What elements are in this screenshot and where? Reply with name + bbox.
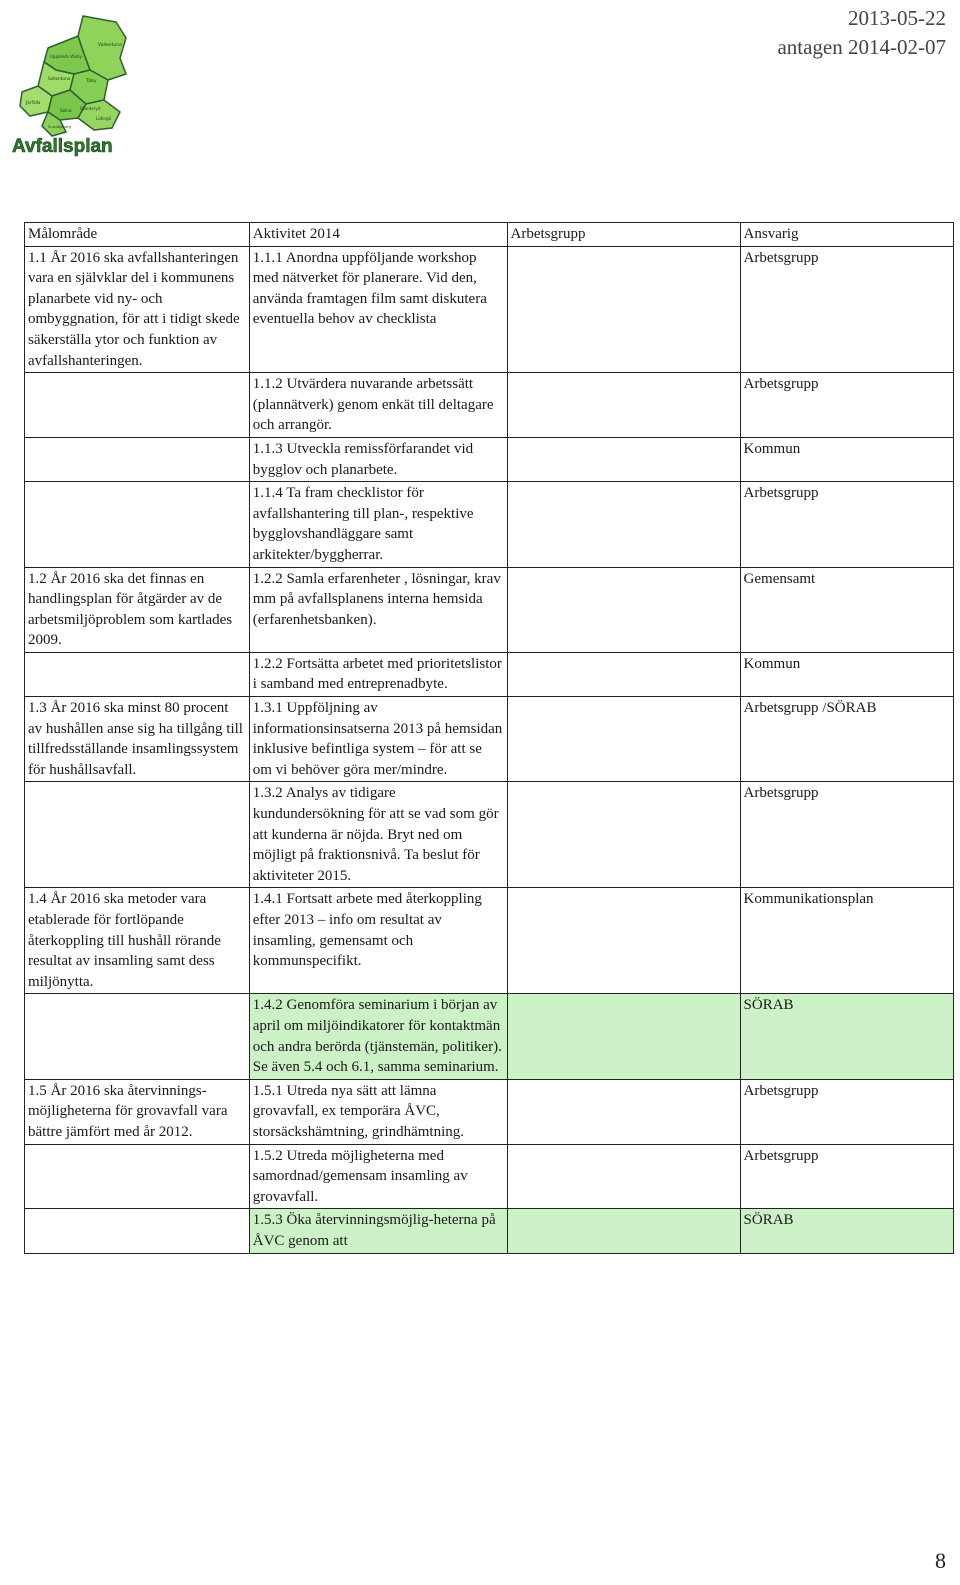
group-cell [507,246,740,373]
responsible-cell: Kommun [740,652,953,696]
activity-cell: 1.1.4 Ta fram checklistor för avfallshantering till plan-, respektive bygglovshandläggare samt arkitekter/byggherrar. [249,482,507,567]
activity-cell: 1.1.1 Anordna uppföljande workshop med nätverket för planerare. Vid den, använda framtagen film samt diskutera eventuella behov av checklista [249,246,507,373]
table-row [25,782,954,888]
group-cell [507,482,740,567]
group-cell [507,437,740,481]
area-cell: 1.2 År 2016 ska det finnas en handlingsplan för åtgärder av de arbetsmiljöproblem som kartlades 2009. [25,567,250,652]
responsible-cell: Arbetsgrupp [740,373,953,438]
activity-table [24,222,954,1254]
date-adopted: antagen 2014-02-07 [777,35,946,59]
activity-cell: 1.3.1 Uppföljning av informationsinsatserna 2013 på hemsidan inklusive befintliga system – för att se om vi behöver göra mer/mindre. [249,697,507,782]
group-cell [507,888,740,994]
table-row [25,994,954,1079]
activity-cell: 1.5.2 Utreda möjligheterna med samordnad/gemensam insamling av grovavfall. [249,1144,507,1209]
responsible-cell: Kommunikationsplan [740,888,953,994]
group-cell [507,1144,740,1209]
header-group: Arbetsgrupp [507,223,740,247]
logo-text: Avfallsplan [12,136,113,157]
table-header-row [25,223,954,247]
responsible-cell: SÖRAB [740,994,953,1079]
svg-text:Sundbyberg: Sundbyberg [48,124,71,129]
area-cell: 1.3 År 2016 ska minst 80 procent av hushållen anse sig ha tillgång till tillfredsställande insamlingssystem för hushållsavfall. [25,697,250,782]
table-row [25,697,954,782]
svg-text:Järfälla: Järfälla [26,100,41,105]
area-cell [25,482,250,567]
page-number: 8 [935,1548,946,1573]
group-cell [507,1209,740,1253]
group-cell [507,994,740,1079]
area-cell: 1.4 År 2016 ska metoder vara etablerade för fortlöpande återkoppling till hushåll rörande resultat av insamling samt dess miljönytta. [25,888,250,994]
group-cell [507,567,740,652]
document-dates [777,4,946,62]
table-row [25,888,954,994]
group-cell [507,652,740,696]
svg-text:Solna: Solna [60,108,72,113]
responsible-cell: Arbetsgrupp /SÖRAB [740,697,953,782]
area-cell [25,1209,250,1253]
area-cell [25,437,250,481]
area-cell [25,1144,250,1209]
activity-cell: 1.1.3 Utveckla remissförfarandet vid bygglov och planarbete. [249,437,507,481]
svg-text:Vallentuna: Vallentuna [98,43,122,48]
svg-text:Danderyd: Danderyd [80,106,101,111]
table-row [25,652,954,696]
responsible-cell: Arbetsgrupp [740,782,953,888]
svg-text:Sollentuna: Sollentuna [48,76,71,81]
header-responsible: Ansvarig [740,223,953,247]
svg-text:Täby: Täby [86,79,97,84]
table-body [25,246,954,1253]
table-row [25,1079,954,1144]
table-row [25,437,954,481]
date-created: 2013-05-22 [848,6,946,30]
activity-cell: 1.2.2 Samla erfarenheter , lösningar, krav mm på avfallsplanens interna hemsida (erfarenhetsbanken). [249,567,507,652]
area-cell: 1.1 År 2016 ska avfallshanteringen vara en självklar del i kommunens planarbete vid ny- och ombyggnation, för att i tidigt skede säkerställa ytor och funktion av avfallshanteringen. [25,246,250,373]
group-cell [507,373,740,438]
area-cell: 1.5 År 2016 ska återvinnings-möjligheterna för grovavfall vara bättre jämfört med år 2012. [25,1079,250,1144]
area-cell [25,994,250,1079]
group-cell [507,697,740,782]
activity-cell: 1.5.1 Utreda nya sätt att lämna grovavfall, ex temporära ÅVC, storsäckshämtning, grindhämtning. [249,1079,507,1144]
responsible-cell: Arbetsgrupp [740,1079,953,1144]
responsible-cell: Arbetsgrupp [740,246,953,373]
responsible-cell: Gemensamt [740,567,953,652]
area-cell [25,373,250,438]
activity-cell: 1.5.3 Öka återvinningsmöjlig-heterna på ÅVC genom att [249,1209,507,1253]
responsible-cell: Kommun [740,437,953,481]
svg-text:Upplands Väsby: Upplands Väsby [50,54,82,59]
table-row [25,373,954,438]
avfallsplan-logo [8,8,158,158]
table-row [25,567,954,652]
activity-cell: 1.3.2 Analys av tidigare kundundersökning för att se vad som gör att kunderna är nöjda. Bryt ned om möjligt på fraktionsnivå. Ta beslut för aktiviteter 2015. [249,782,507,888]
header-area: Målområde [25,223,250,247]
table-row [25,1144,954,1209]
activity-cell: 1.2.2 Fortsätta arbetet med prioritetslistor i samband med entreprenadbyte. [249,652,507,696]
table-row [25,246,954,373]
group-cell [507,1079,740,1144]
table-row [25,1209,954,1253]
activity-cell: 1.1.2 Utvärdera nuvarande arbetssätt (plannätverk) genom enkät till deltagare och arrangör. [249,373,507,438]
responsible-cell: SÖRAB [740,1209,953,1253]
responsible-cell: Arbetsgrupp [740,482,953,567]
responsible-cell: Arbetsgrupp [740,1144,953,1209]
activity-cell: 1.4.2 Genomföra seminarium i början av april om miljöindikatorer för kontaktmän och andra berörda (tjänstemän, politiker). Se även 5.4 och 6.1, samma seminarium. [249,994,507,1079]
logo-map-graphic [8,8,158,158]
group-cell [507,782,740,888]
header-activity: Aktivitet 2014 [249,223,507,247]
activity-cell: 1.4.1 Fortsatt arbete med återkoppling efter 2013 – info om resultat av insamling, gemensamt och kommunspecifikt. [249,888,507,994]
area-cell [25,652,250,696]
svg-text:Lidingö: Lidingö [96,116,112,121]
area-cell [25,782,250,888]
table-row [25,482,954,567]
